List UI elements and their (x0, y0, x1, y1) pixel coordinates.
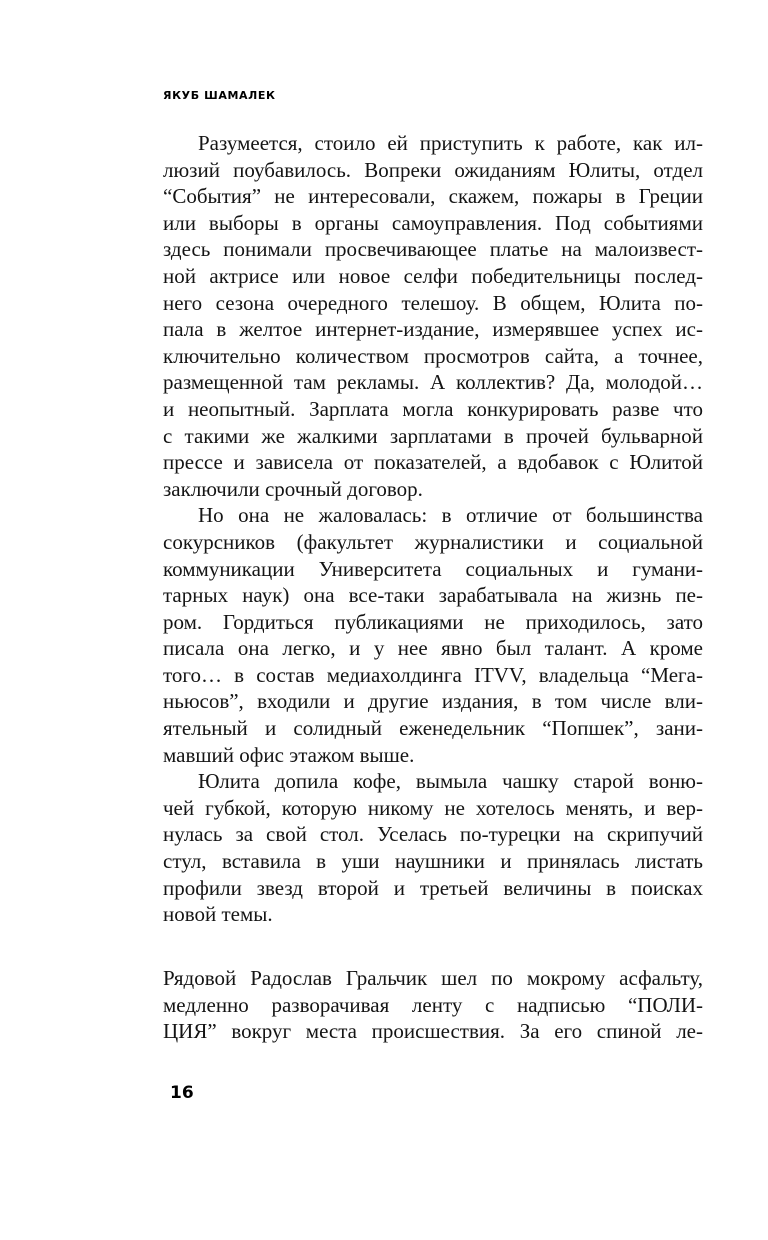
text-line: сокурсников (факультет журналистики и социальной (163, 529, 703, 554)
paragraph-3 (163, 768, 703, 928)
text-line: размещенной там рекламы. А коллектив? Да, молодой… (163, 370, 703, 395)
text-line: стул, вставила в уши наушники и принялась листать (163, 849, 703, 874)
text-line: пала в желтое интернет-издание, измерявшее успех ис- (163, 317, 703, 342)
running-head-author: ЯКУБ ШАМАЛЕК (163, 89, 276, 102)
text-line: заключили срочный договор. (163, 476, 423, 501)
text-line: Разумеется, стоило ей приступить к работе, как ил- (198, 131, 703, 155)
text-line: Рядовой Радослав Гральчик шел по мокрому асфальту, (163, 966, 703, 990)
paragraph-4 (163, 965, 703, 1045)
text-line: мавший офис этажом выше. (163, 742, 415, 767)
text-line: коммуникации Университета социальных и гумани- (163, 556, 703, 581)
text-line: него сезона очередного телешоу. В общем, Юлита по- (163, 290, 703, 315)
text-line: тарных наук) она все-таки зарабатывала на жизнь пе- (163, 583, 703, 608)
page-number: 16 (170, 1083, 194, 1103)
text-line: чей губкой, которую никому не хотелось менять, и вер- (163, 795, 703, 820)
paragraph-2 (163, 502, 703, 768)
text-line: люзий поубавилось. Вопреки ожиданиям Юлиты, отдел (163, 157, 703, 182)
text-line: ятельный и солидный еженедельник “Попшек”, зани- (163, 716, 703, 741)
text-line: новой темы. (163, 902, 273, 927)
text-line: писала она легко, и у нее явно был талант. А кроме (163, 636, 703, 661)
text-line: Но она не жаловалась: в отличие от большинства (198, 503, 703, 528)
text-line: ньюсов”, входили и другие издания, в том числе вли- (163, 689, 703, 714)
text-line: Юлита допила кофе, вымыла чашку старой воню- (198, 769, 703, 794)
text-line: здесь понимали просвечивающее платье на малоизвест- (163, 237, 703, 262)
new-scene-section (163, 965, 703, 1045)
text-line: медленно разворачивая ленту с надписью “ПОЛИ- (163, 992, 703, 1017)
text-line: с такими же жалкими зарплатами в прочей бульварной (163, 423, 703, 448)
text-line: ключительно количеством просмотров сайта, а точнее, (163, 343, 703, 368)
text-line: ЦИЯ” вокруг места происшествия. За его спиной ле- (163, 1019, 703, 1044)
text-line: нулась за свой стол. Уселась по-турецки на скрипучий (163, 822, 703, 847)
main-text-section (163, 130, 703, 928)
text-line: ром. Гордиться публикациями не приходилось, зато (163, 609, 703, 634)
text-line: ной актрисе или новое селфи победительницы послед- (163, 263, 703, 288)
text-line: того… в состав медиахолдинга ITVV, владельца “Мега- (163, 662, 703, 687)
paragraph-1 (163, 130, 703, 502)
text-line: и неопытный. Зарплата могла конкурировать разве что (163, 396, 703, 421)
text-line: или выборы в органы самоуправления. Под событиями (163, 210, 703, 235)
text-line: “События” не интересовали, скажем, пожары в Греции (163, 184, 703, 209)
text-line: профили звезд второй и третьей величины в поисках (163, 875, 703, 900)
text-line: прессе и зависела от показателей, а вдобавок с Юлитой (163, 450, 703, 475)
